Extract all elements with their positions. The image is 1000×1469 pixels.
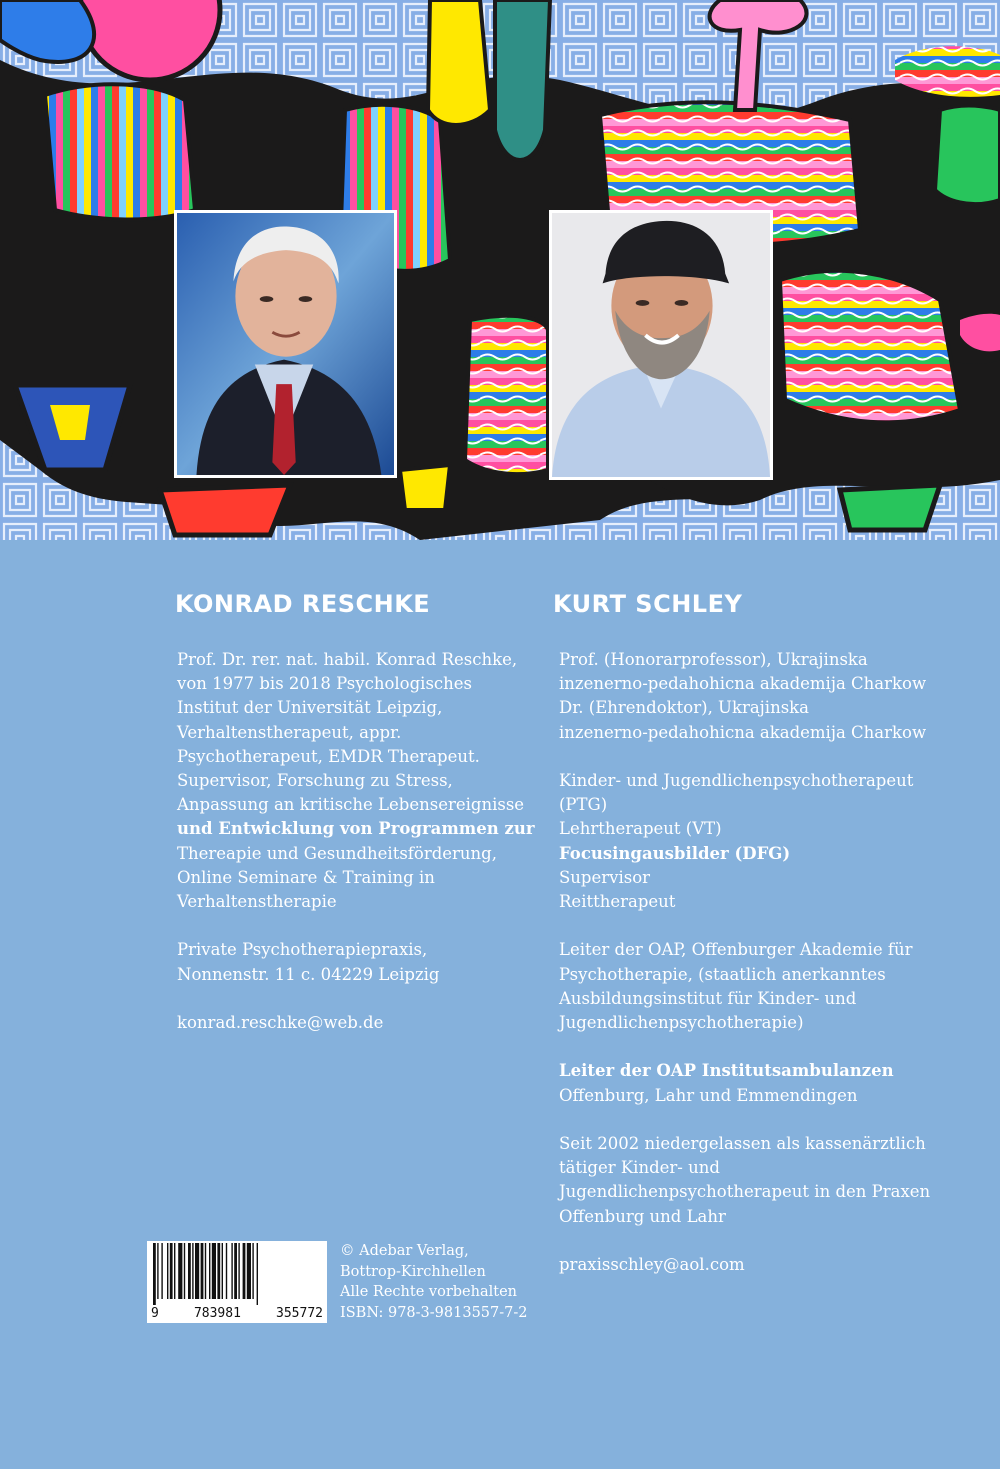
email-schley: praxisschley@aol.com	[559, 1255, 745, 1274]
bio-line: Reittherapeut	[559, 892, 676, 912]
isbn-number: ISBN: 978-3-9813557-7-2	[340, 1304, 528, 1321]
imprint-line: Bottrop-Kirchhellen	[340, 1263, 486, 1280]
bio-line: Leiter der OAP, Offenburger Akademie für	[559, 940, 913, 960]
author-name-schley: KURT SCHLEY	[553, 590, 743, 618]
bio-line: Jugendlichenpsychotherapie)	[559, 1013, 804, 1033]
portrait-photo-icon	[552, 213, 770, 477]
author-name-reschke: KONRAD RESCHKE	[175, 590, 431, 618]
portrait-photo-icon	[177, 213, 394, 475]
barcode-digit-group: 783981	[193, 1306, 241, 1321]
barcode-icon	[147, 1241, 327, 1307]
bio-line: Supervisor	[559, 867, 651, 887]
abstract-painting	[0, 0, 1000, 540]
bio-schley	[559, 648, 959, 1301]
publisher-imprint	[340, 1241, 528, 1323]
bio-line: Online Seminare & Training in	[177, 867, 435, 887]
bio-line: Dr. (Ehrendoktor), Ukrajinska	[559, 698, 810, 718]
bio-line: Verhaltenstherapie	[177, 892, 337, 912]
bio-line-bold: Focusingausbilder (DFG)	[559, 843, 791, 863]
practice-address	[177, 938, 537, 986]
barcode-digit-group: 355772	[276, 1306, 323, 1321]
bio-line: (PTG)	[559, 795, 608, 815]
bio-paragraph	[559, 648, 959, 745]
bio-line: Prof. Dr. rer. nat. habil. Konrad Reschke,	[177, 650, 518, 669]
bio-line: Prof. (Honorarprofessor), Ukrajinska	[559, 650, 868, 669]
bio-line: Nonnenstr. 11 c. 04229 Leipzig	[177, 964, 440, 984]
bio-reschke	[177, 648, 537, 1059]
bio-line: Psychotherapie, (staatlich anerkanntes	[559, 964, 886, 984]
bio-line: Anpassung an kritische Lebensereignisse	[177, 795, 525, 815]
bio-line: Private Psychotherapiepraxis,	[177, 940, 428, 960]
bio-line: inzenerno-pedahohicna akademija Charkow	[559, 722, 927, 742]
bio-line: Jugendlichenpsychotherapeut in den Praxen	[559, 1182, 931, 1202]
bio-paragraph	[559, 769, 959, 914]
email-reschke: konrad.reschke@web.de	[177, 1013, 384, 1033]
bio-paragraph	[559, 1132, 959, 1229]
barcode-digit-group: 9	[151, 1306, 159, 1321]
kurt-schley-photo	[549, 210, 773, 480]
bio-line: tätiger Kinder- und	[559, 1158, 720, 1178]
bio-line: Supervisor, Forschung zu Stress,	[177, 771, 453, 791]
bio-line-bold: Leiter der OAP Institutsambulanzen	[559, 1061, 894, 1081]
isbn-barcode	[147, 1241, 327, 1323]
bio-line: Offenburg und Lahr	[559, 1206, 726, 1226]
bio-line: von 1977 bis 2018 Psychologisches	[177, 674, 473, 694]
bio-paragraph	[177, 648, 537, 914]
bio-line: Verhaltenstherapeut, appr.	[177, 722, 402, 742]
konrad-reschke-photo	[174, 210, 397, 478]
bio-line: Thereapie und Gesundheitsförderung,	[177, 843, 497, 863]
bio-line: Psychotherapeut, EMDR Therapeut.	[177, 746, 480, 766]
imprint-line: © Adebar Verlag,	[340, 1243, 469, 1259]
imprint-line: Alle Rechte vorbehalten	[340, 1284, 517, 1300]
email-paragraph	[559, 1253, 959, 1277]
bio-paragraph	[559, 1059, 959, 1107]
bio-line: Seit 2002 niedergelassen als kassenärztlich	[559, 1134, 926, 1153]
barcode-digits	[147, 1306, 327, 1321]
bio-paragraph	[559, 938, 959, 1035]
bio-line: Institut der Universität Leipzig,	[177, 698, 443, 718]
email-paragraph	[177, 1011, 537, 1035]
bio-line: Lehrtherapeut (VT)	[559, 819, 722, 839]
bio-line: inzenerno-pedahohicna akademija Charkow	[559, 674, 927, 694]
bio-line-bold: und Entwicklung von Programmen zur	[177, 819, 535, 839]
bio-line: Kinder- und Jugendlichenpsychotherapeut	[559, 771, 914, 790]
bio-line: Offenburg, Lahr und Emmendingen	[559, 1085, 858, 1105]
bio-line: Ausbildungsinstitut für Kinder- und	[559, 988, 857, 1008]
